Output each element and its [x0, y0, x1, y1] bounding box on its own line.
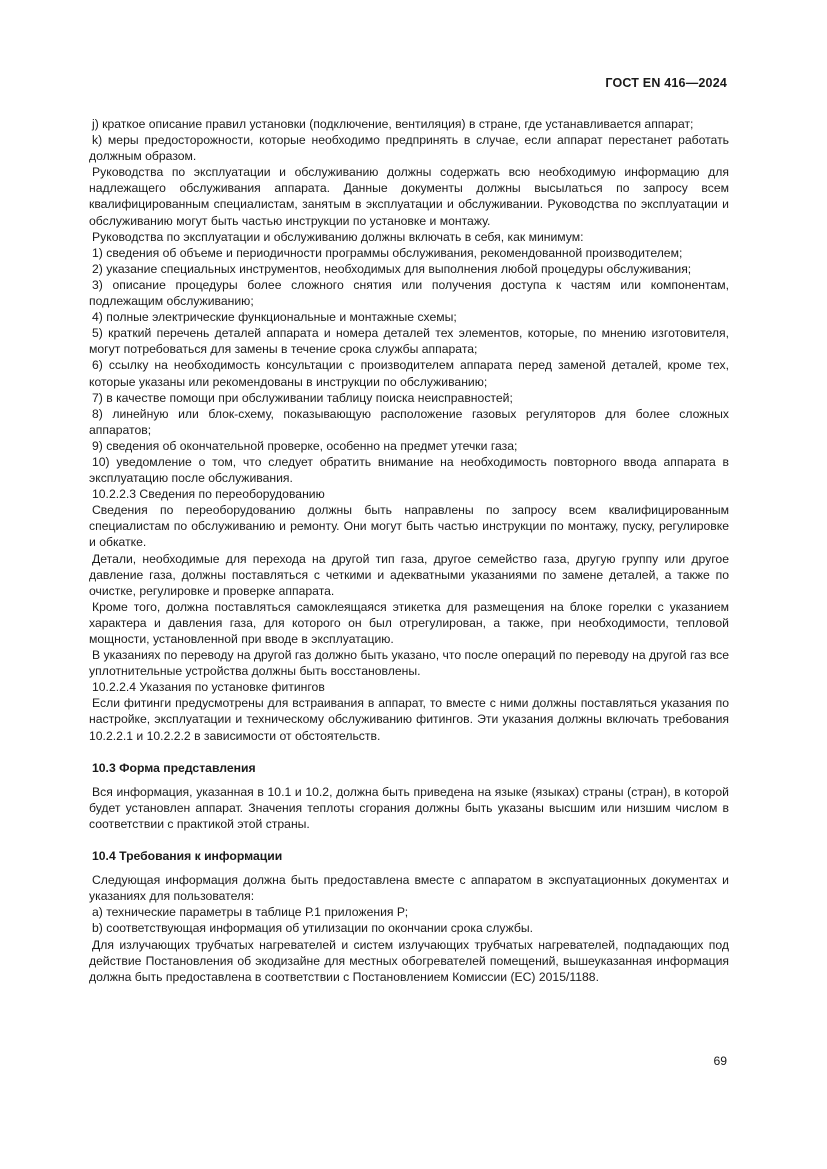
section-10-2-continuation: [89, 116, 729, 744]
list-item-1: 1) сведения об объеме и периодичности программы обслуживания, рекомендованной производителем;: [92, 245, 683, 260]
paragraph: Для излучающих трубчатых нагревателей и систем излучающих трубчатых нагревателей, подпадающих под действие Постановления об экодизайне для местных обогревателей помещений, вышеуказанная информация должна быть предоставлена в соответствии с Постановлением Комиссии (ЕС) 2015/1188.: [89, 937, 729, 984]
paragraph: В указаниях по переводу на другой газ должно быть указано, что после операций по переводу на другой газ все уплотнительные устройства должны быть восстановлены.: [89, 648, 729, 679]
section-heading-10-4: 10.4 Требования к информации: [92, 849, 283, 864]
paragraph: Следующая информация должна быть предоставлена вместе с аппаратом в экспуатационных документах и указаниях для пользователя:: [89, 873, 729, 904]
list-item-7: 7) в качестве помощи при обслуживании таблицу поиска неисправностей;: [92, 390, 513, 405]
list-item-10: 10) уведомление о том, что следует обратить внимание на необходимость повторного ввода аппарата в эксплуатацию после обслуживания.: [89, 454, 729, 486]
list-item-j: j) краткое описание правил установки (подключение, вентиляция) в стране, где устанавливается аппарат;: [92, 117, 694, 131]
paragraph: Вся информация, указанная в 10.1 и 10.2, должна быть приведена на языке (языках) страны (стран), в которой будет установлен аппарат. Значения теплоты сгорания должны быть указаны высшим или низшим числом в соответствии с практикой этой страны.: [89, 784, 729, 831]
list-item-5: 5) краткий перечень деталей аппарата и номера деталей тех элементов, которые, по мнению изготовителя, могут потребоваться для замены в течение срока службы аппарата;: [89, 326, 729, 357]
list-item-4: 4) полные электрические функциональные и монтажные схемы;: [92, 310, 457, 325]
paragraph: Детали, необходимые для перехода на другой тип газа, другое семейство газа, другую группу или другое давление газа, должны поставляться с четкими и адекватными указаниями по замене деталей, а также по очистке, регулировке и проверке аппарата.: [89, 551, 729, 598]
list-item-3: 3) описание процедуры более сложного снятия или получения доступа к частям или компонентам, подлежащим обслуживанию;: [89, 277, 729, 309]
paragraph: Руководства по эксплуатации и обслуживанию должны содержать всю необходимую информацию для надлежащего обслуживания аппарата. Данные документы должны высылаться по запросу всем квалифицированным специалистам, занятым в эксплуатации и обслуживании. Руководства по эксплуатации и обслуживанию могут быть частью инструкции по установке и монтажу.: [89, 165, 729, 228]
list-item-k: k) меры предосторожности, которые необходимо предпринять в случае, если аппарат перестанет работать должным образом.: [89, 133, 729, 164]
subsection-title-10-2-2-4: 10.2.2.4 Указания по установке фитингов: [92, 680, 325, 695]
list-item-8: 8) линейную или блок-схему, показывающую расположение газовых регуляторов для более сложных аппаратов;: [89, 406, 729, 437]
page-number: 69: [713, 1054, 727, 1068]
paragraph: Если фитинги предусмотрены для встраивания в аппарат, то вместе с ними должны поставляться указания по настройке, эксплуатации и техническому обслуживанию фитингов. Эти указания должны включать требования 10.2.2.1 и 10.2.2.2 в зависимости от обстоятельств.: [89, 696, 729, 743]
paragraph: Сведения по переоборудованию должны быть направлены по запросу всем квалифицированным специалистам по обслуживанию и ремонту. Они могут быть частью инструкции по монтажу, пуску, регулировке и обкатке.: [89, 503, 729, 550]
paragraph: Кроме того, должна поставляться самоклеящаяся этикетка для размещения на блоке горелки с указанием характера и давления газа, для которого он был отрегулирован, а также, при необходимости, тепловой мощности, установленной при вводе в эксплуатацию.: [89, 599, 729, 646]
section-heading-10-3: 10.3 Форма представления: [92, 760, 256, 775]
subsection-title-10-2-2-3: 10.2.2.3 Сведения по переоборудованию: [92, 487, 325, 502]
list-item-a: a) технические параметры в таблице Р.1 приложения Р;: [92, 905, 409, 920]
document-header: ГОСТ EN 416—2024: [605, 76, 727, 90]
page-content: [89, 116, 729, 985]
list-item-9: 9) сведения об окончательной проверке, особенно на предмет утечки газа;: [92, 438, 518, 453]
list-item-6: 6) ссылку на необходимость консультации с производителем аппарата перед заменой деталей, кроме тех, которые указаны или рекомендованы в инструкции по обслуживанию;: [89, 358, 729, 389]
section-10-4: [89, 848, 729, 985]
list-item-2: 2) указание специальных инструментов, необходимых для выполнения любой процедуры обслуживания;: [92, 261, 692, 276]
section-10-3: [89, 760, 729, 832]
list-item-b: b) соответствующая информация об утилизации по окончании срока службы.: [92, 921, 533, 936]
paragraph: Руководства по эксплуатации и обслуживанию должны включать в себя, как минимум:: [92, 229, 584, 244]
